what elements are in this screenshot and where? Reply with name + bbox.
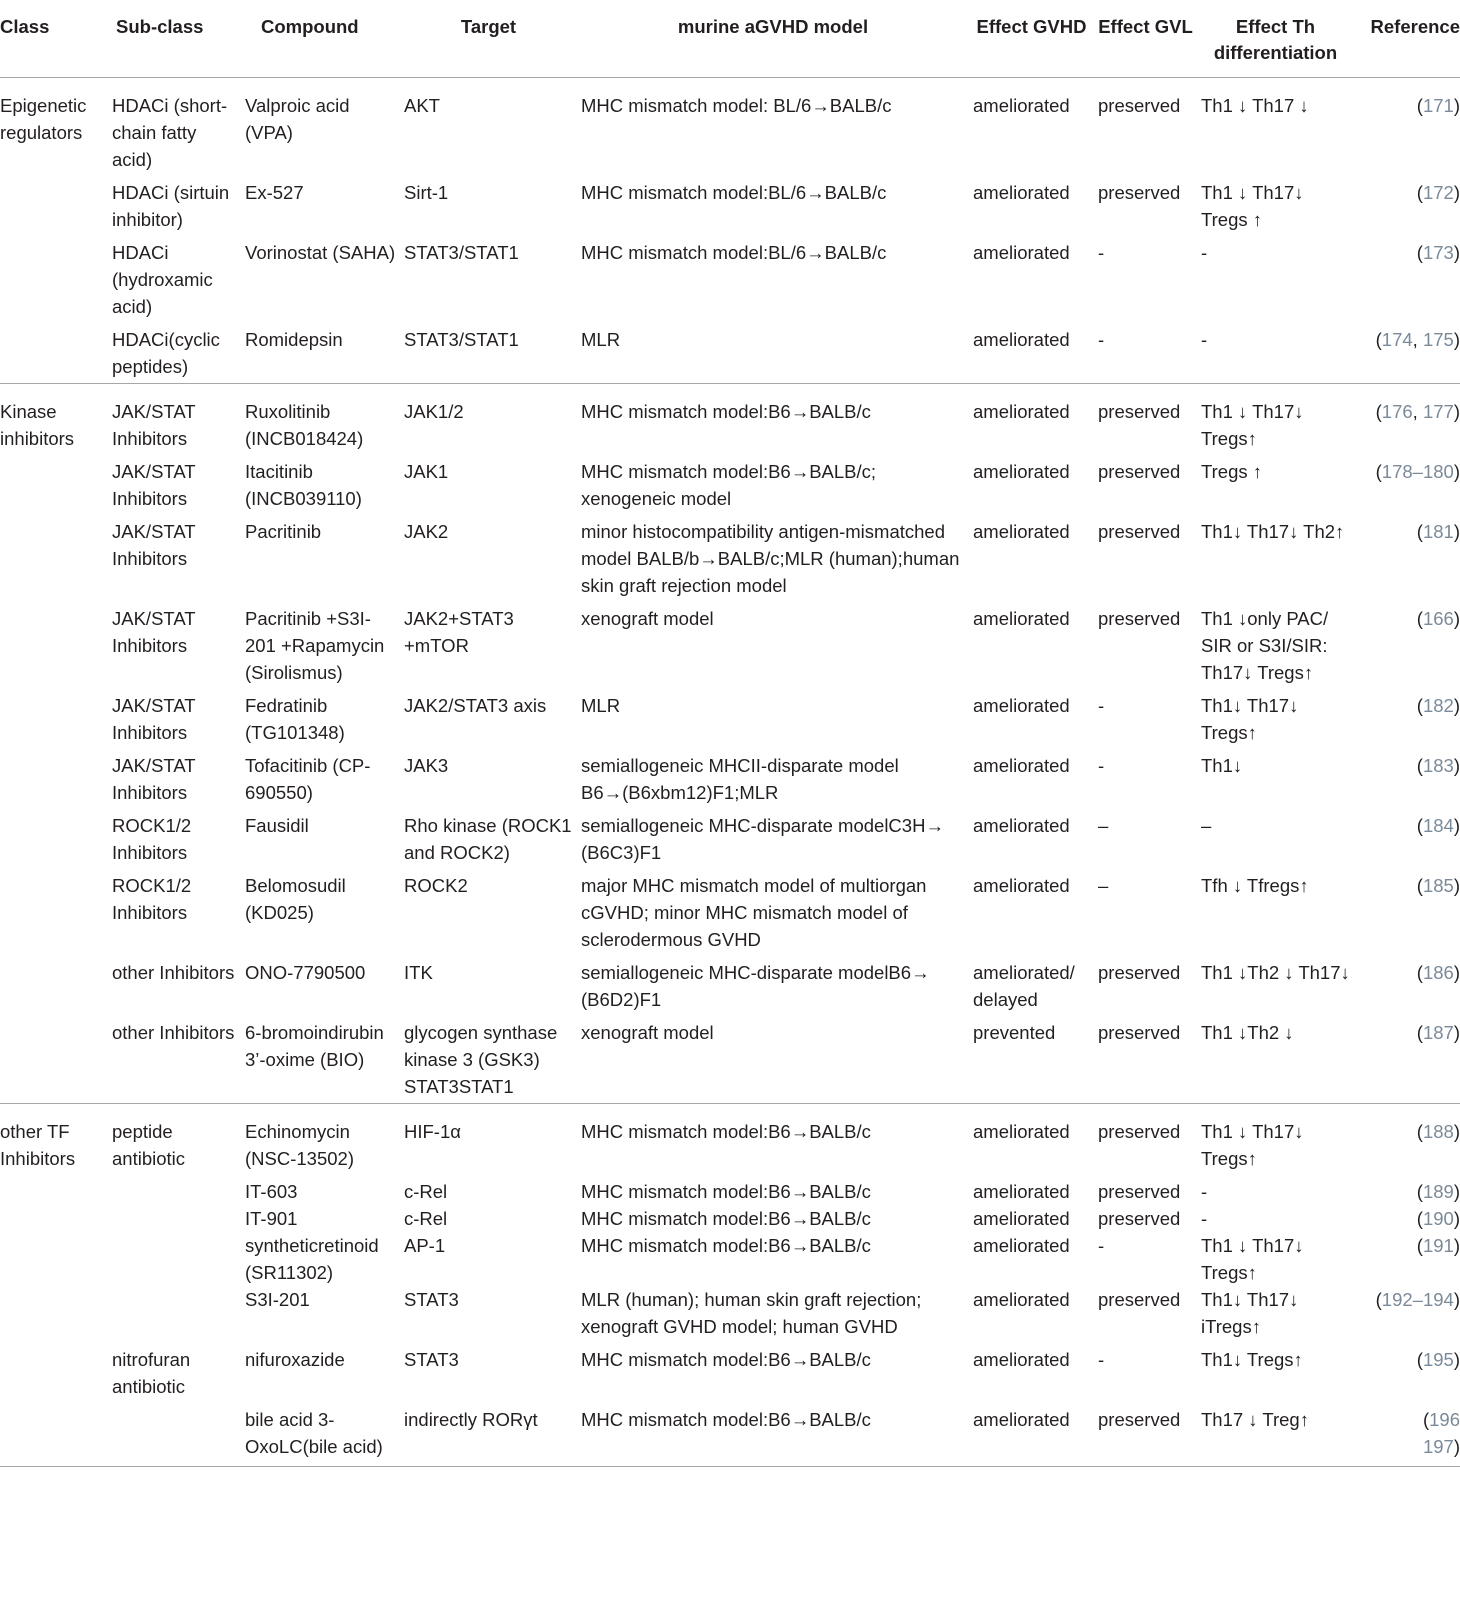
- cell-effect-th: Th1 ↓only PAC/ SIR or S3I/SIR: Th17↓ Tregs↑: [1201, 608, 1334, 683]
- header-effect-gvl: Effect GVL: [1094, 2, 1197, 78]
- cell-effect-gvl: preserved: [1094, 1400, 1197, 1467]
- cell-effect-gvhd: ameliorated: [973, 401, 1070, 422]
- cell-model: MHC mismatch model: BL/6→BALB/c: [581, 95, 892, 116]
- cell-target: STAT3/STAT1: [404, 242, 519, 263]
- header-model: murine aGVHD model: [577, 2, 969, 78]
- cell-effect-gvhd: ameliorated: [973, 815, 1070, 836]
- header-effect-th: Effect Th differentiation: [1197, 2, 1354, 78]
- table-row: [0, 1013, 1460, 1104]
- table-row: [0, 1286, 1460, 1340]
- cell-effect-gvl: preserved: [1098, 608, 1181, 629]
- cell-reference: (174, 175): [1354, 320, 1460, 384]
- cell-effect-gvhd: ameliorated: [969, 320, 1094, 384]
- cell-reference: (190): [1416, 1208, 1460, 1229]
- cell-compound: IT-901: [245, 1208, 298, 1229]
- table-row: [0, 1104, 1460, 1173]
- reference-link[interactable]: 189: [1422, 1181, 1454, 1202]
- cell-class: [0, 1286, 108, 1340]
- cell-effect-th: -: [1197, 320, 1354, 384]
- cell-target: Sirt-1: [404, 182, 449, 203]
- reference-link[interactable]: 166: [1422, 608, 1454, 629]
- cell-compound: Belomosudil (KD025): [245, 875, 351, 923]
- cell-target: STAT3: [404, 1289, 459, 1310]
- cell-subclass: nitrofuran antibiotic: [112, 1349, 196, 1397]
- cell-class: [0, 320, 108, 384]
- cell-effect-gvl: preserved: [1098, 1289, 1181, 1310]
- cell-target: JAK1: [404, 461, 449, 482]
- reference-link[interactable]: 173: [1422, 242, 1454, 263]
- cell-subclass: [108, 1205, 241, 1232]
- cell-target: STAT3/STAT1: [400, 320, 577, 384]
- cell-class: [0, 686, 108, 746]
- cell-effect-gvl: preserved: [1098, 1181, 1181, 1202]
- cell-effect-th: -: [1201, 1208, 1208, 1229]
- table-row: [0, 686, 1460, 746]
- cell-reference: (187): [1354, 1013, 1460, 1104]
- cell-effect-gvl: preserved: [1098, 182, 1181, 203]
- cell-effect-gvhd: ameliorated: [973, 95, 1070, 116]
- cell-model: MLR (human); human skin graft rejection; xenograft GVHD model; human GVHD: [581, 1289, 927, 1337]
- cell-subclass: HDACi (short-chain fatty acid): [112, 95, 228, 170]
- cell-reference: (182): [1416, 695, 1460, 716]
- table-row: [0, 1400, 1460, 1467]
- cell-target: c-Rel: [404, 1181, 448, 1202]
- cell-reference: (176, 177): [1375, 401, 1460, 422]
- cell-effect-gvl: preserved: [1098, 401, 1181, 422]
- cell-subclass: HDACi (sirtuin inhibitor): [112, 182, 235, 230]
- cell-reference: (166): [1416, 608, 1460, 629]
- cell-target: ROCK2: [404, 875, 468, 896]
- cell-model: semiallogeneic MHC-disparate modelC3H→ (B6C3)F1: [581, 815, 950, 863]
- cell-compound: bile acid 3-OxoLC(bile acid): [241, 1400, 400, 1467]
- cell-effect-gvhd: ameliorated: [973, 182, 1070, 203]
- cell-target: indirectly RORγt: [400, 1400, 577, 1467]
- cell-effect-gvhd: ameliorated/ delayed: [973, 962, 1080, 1010]
- cell-reference: (181): [1416, 521, 1460, 542]
- reference-link[interactable]: 185: [1422, 875, 1454, 896]
- header-reference: Reference: [1354, 2, 1460, 78]
- cell-target: JAK1/2: [404, 401, 464, 422]
- reference-separator: ,: [1412, 401, 1423, 422]
- cell-subclass: other Inhibitors: [112, 962, 235, 983]
- reference-link[interactable]: 191: [1422, 1235, 1454, 1256]
- reference-link[interactable]: 182: [1422, 695, 1454, 716]
- cell-effect-th: –: [1201, 815, 1212, 836]
- cell-effect-gvhd: prevented: [969, 1013, 1094, 1104]
- cell-class: Kinase inhibitors: [0, 401, 75, 449]
- cell-reference: (173): [1416, 242, 1460, 263]
- reference-link[interactable]: 177: [1422, 401, 1454, 422]
- header-row: [0, 2, 1460, 78]
- cell-subclass: JAK/STAT Inhibitors: [112, 461, 201, 509]
- cell-effect-gvl: preserved: [1098, 1121, 1181, 1142]
- cell-effect-th: -: [1201, 1181, 1208, 1202]
- cell-model: minor histocompatibility antigen-mismatched model BALB/b→BALB/c;MLR (human);human skin graft rejection model: [581, 521, 965, 596]
- cell-class: [0, 746, 108, 806]
- cell-model: MHC mismatch model:BL/6→BALB/c: [581, 242, 887, 263]
- cell-target: c-Rel: [404, 1208, 448, 1229]
- cell-model: MHC mismatch model:B6→BALB/c: [581, 1121, 871, 1142]
- reference-link[interactable]: 184: [1422, 815, 1454, 836]
- cell-target: STAT3: [404, 1349, 459, 1370]
- cell-model: MHC mismatch model:B6→BALB/c: [581, 1181, 871, 1202]
- cell-compound: Valproic acid (VPA): [245, 95, 355, 143]
- cell-subclass: ROCK1/2 Inhibitors: [112, 875, 197, 923]
- cell-reference: (178–180): [1375, 461, 1460, 482]
- cell-effect-th: Th1↓: [1201, 755, 1243, 776]
- table-row: [0, 866, 1460, 953]
- cell-effect-gvhd: ameliorated: [973, 1349, 1070, 1370]
- cell-reference: (184): [1416, 815, 1460, 836]
- cell-model: MHC mismatch model:B6→BALB/c: [581, 1235, 871, 1256]
- cell-effect-gvl: -: [1098, 242, 1105, 263]
- cell-effect-th: -: [1201, 242, 1208, 263]
- cell-effect-th: Th1 ↓Th2 ↓: [1197, 1013, 1354, 1104]
- cell-class: [0, 806, 108, 866]
- cell-compound: Romidepsin: [241, 320, 400, 384]
- table-row: [0, 953, 1460, 1013]
- data-table: [0, 2, 1460, 1467]
- cell-model: MHC mismatch model:B6→BALB/c: [577, 1400, 969, 1467]
- cell-effect-th: Th1 ↓ Th17↓ Tregs↑: [1201, 1235, 1309, 1283]
- cell-subclass: HDACi(cyclic peptides): [108, 320, 241, 384]
- cell-subclass: ROCK1/2 Inhibitors: [112, 815, 197, 863]
- reference-link[interactable]: 186: [1422, 962, 1454, 983]
- cell-subclass: JAK/STAT Inhibitors: [112, 755, 201, 803]
- cell-model: xenograft model: [577, 1013, 969, 1104]
- cell-model: semiallogeneic MHCII-disparate model B6→(B6xbm12)F1;MLR: [581, 755, 904, 803]
- cell-subclass: JAK/STAT Inhibitors: [112, 521, 201, 569]
- cell-effect-gvl: -: [1098, 1349, 1105, 1370]
- cell-model: MHC mismatch model:B6→BALB/c; xenogeneic model: [581, 461, 882, 509]
- cell-class: [0, 1340, 108, 1400]
- cell-class: other TF Inhibitors: [0, 1121, 76, 1169]
- cell-target: JAK3: [404, 755, 449, 776]
- cell-model: MHC mismatch model:B6→BALB/c: [581, 1208, 871, 1229]
- reference-link[interactable]: 171: [1422, 95, 1454, 116]
- cell-effect-th: Th17 ↓ Treg↑: [1197, 1400, 1354, 1467]
- cell-compound: Ex-527: [245, 182, 304, 203]
- cell-reference: (186): [1416, 962, 1460, 983]
- cell-reference: (195): [1416, 1349, 1460, 1370]
- cell-compound: nifuroxazide: [245, 1349, 345, 1370]
- cell-effect-gvl: –: [1098, 815, 1109, 836]
- cell-compound: Fedratinib (TG101348): [245, 695, 345, 743]
- cell-class: [0, 452, 108, 512]
- cell-effect-th: Th1↓ Th17↓ Th2↑: [1201, 521, 1345, 542]
- cell-target: JAK2/STAT3 axis: [404, 695, 547, 716]
- cell-reference: (188): [1416, 1121, 1460, 1142]
- cell-compound: Pacritinib +S3I-201 +Rapamycin (Sirolismus): [245, 608, 390, 683]
- cell-effect-th: Th1↓ Th17↓ Tregs↑: [1201, 695, 1304, 743]
- cell-subclass: JAK/STAT Inhibitors: [112, 695, 201, 743]
- cell-reference: (185): [1416, 875, 1460, 896]
- cell-subclass: HDACi (hydroxamic acid): [112, 242, 218, 317]
- cell-effect-gvl: preserved: [1098, 962, 1181, 983]
- cell-reference: (183): [1416, 755, 1460, 776]
- cell-target: AKT: [404, 95, 440, 116]
- cell-effect-th: Tregs ↑: [1201, 461, 1262, 482]
- reference-link[interactable]: 174: [1381, 329, 1413, 350]
- cell-class: [0, 1172, 108, 1205]
- cell-effect-gvhd: ameliorated: [973, 755, 1070, 776]
- cell-class: [0, 1205, 108, 1232]
- reference-separator: ,: [1412, 329, 1423, 350]
- reference-link[interactable]: 192–194: [1381, 1289, 1454, 1310]
- table-body: [0, 78, 1460, 1467]
- table-row: [0, 320, 1460, 384]
- table-row: [0, 512, 1460, 599]
- table-header: [0, 2, 1460, 78]
- cell-effect-th: Th1 ↓Th2 ↓ Th17↓: [1201, 962, 1350, 983]
- cell-reference: (192–194): [1375, 1289, 1460, 1310]
- cell-effect-gvl: –: [1098, 875, 1109, 896]
- header-class: Class: [0, 2, 108, 78]
- cell-subclass: [108, 1232, 241, 1286]
- cell-model: MHC mismatch model:BL/6→BALB/c: [581, 182, 887, 203]
- table-row: [0, 1232, 1460, 1286]
- cell-subclass: [108, 1172, 241, 1205]
- cell-effect-th: Th1 ↓ Th17↓ Tregs ↑: [1201, 182, 1309, 230]
- cell-effect-th: Th1 ↓ Th17 ↓: [1201, 95, 1309, 116]
- cell-compound: S3I-201: [245, 1289, 310, 1310]
- table-row: [0, 599, 1460, 686]
- cell-effect-gvhd: ameliorated: [973, 1181, 1070, 1202]
- reference-link[interactable]: 183: [1422, 755, 1454, 776]
- cell-effect-gvhd: ameliorated: [973, 608, 1070, 629]
- cell-class: [0, 233, 108, 320]
- cell-subclass: JAK/STAT Inhibitors: [112, 608, 201, 656]
- cell-class: [0, 953, 108, 1013]
- header-effect-gvhd: Effect GVHD: [969, 2, 1094, 78]
- reference-link[interactable]: 196: [1429, 1409, 1460, 1430]
- cell-effect-gvhd: ameliorated: [973, 695, 1070, 716]
- cell-class: [0, 512, 108, 599]
- cell-effect-th: Th1 ↓ Th17↓ Tregs↑: [1201, 1121, 1309, 1169]
- cell-model: MLR: [577, 320, 969, 384]
- reference-link[interactable]: 197: [1422, 1436, 1454, 1457]
- cell-effect-gvl: preserved: [1098, 461, 1181, 482]
- cell-class: [0, 1013, 108, 1104]
- cell-compound: ONO-7790500: [245, 962, 366, 983]
- cell-model: xenograft model: [581, 608, 714, 629]
- cell-compound: Itacitinib (INCB039110): [245, 461, 362, 509]
- cell-model: MHC mismatch model:B6→BALB/c: [581, 1349, 871, 1370]
- table-row: [0, 384, 1460, 453]
- table-row: [0, 1205, 1460, 1232]
- cell-effect-gvhd: ameliorated: [973, 1208, 1070, 1229]
- table-row: [0, 173, 1460, 233]
- header-target: Target: [400, 2, 577, 78]
- cell-target: glycogen synthase kinase 3 (GSK3) STAT3STAT1: [400, 1013, 577, 1104]
- cell-compound: Tofacitinib (CP-690550): [245, 755, 371, 803]
- cell-model: semiallogeneic MHC-disparate modelB6→ (B6D2)F1: [581, 962, 935, 1010]
- cell-effect-gvl: preserved: [1098, 95, 1181, 116]
- cell-effect-th: Tfh ↓ Tfregs↑: [1201, 875, 1309, 896]
- reference-link[interactable]: 176: [1381, 401, 1413, 422]
- cell-effect-gvl: -: [1098, 1235, 1105, 1256]
- cell-target: AP-1: [404, 1235, 446, 1256]
- reference-link[interactable]: 175: [1422, 329, 1454, 350]
- cell-subclass: JAK/STAT Inhibitors: [112, 401, 201, 449]
- cell-compound: Vorinostat (SAHA): [245, 242, 396, 263]
- header-subclass: Sub-class: [108, 2, 241, 78]
- cell-reference: (189): [1416, 1181, 1460, 1202]
- cell-compound: syntheticretinoid (SR11302): [245, 1235, 384, 1283]
- cell-reference: (172): [1416, 182, 1460, 203]
- cell-effect-gvhd: ameliorated: [973, 875, 1070, 896]
- table-row: [0, 78, 1460, 174]
- reference-link[interactable]: 188: [1422, 1121, 1454, 1142]
- cell-class: [0, 173, 108, 233]
- cell-compound: 6-bromoindirubin 3’-oxime (BIO): [241, 1013, 400, 1104]
- cell-reference: (196 197): [1354, 1400, 1460, 1467]
- cell-compound: Pacritinib: [245, 521, 322, 542]
- reference-link[interactable]: 187: [1422, 1022, 1454, 1043]
- table-row: [0, 452, 1460, 512]
- reference-link[interactable]: 190: [1422, 1208, 1454, 1229]
- cell-reference: (191): [1416, 1235, 1460, 1256]
- cell-class: [0, 599, 108, 686]
- cell-compound: IT-603: [245, 1181, 298, 1202]
- cell-effect-gvl: -: [1098, 695, 1105, 716]
- cell-model: major MHC mismatch model of multiorgan cGVHD; minor MHC mismatch model of sclerodermous GVHD: [581, 875, 932, 950]
- cell-effect-gvhd: ameliorated: [973, 242, 1070, 263]
- cell-target: JAK2+STAT3 +mTOR: [404, 608, 519, 656]
- cell-effect-gvl: preserved: [1098, 521, 1181, 542]
- cell-effect-gvl: -: [1098, 755, 1105, 776]
- cell-effect-gvhd: ameliorated: [973, 1121, 1070, 1142]
- cell-subclass: other Inhibitors: [108, 1013, 241, 1104]
- cell-target: HIF-1α: [404, 1121, 461, 1142]
- header-compound: Compound: [241, 2, 400, 78]
- cell-compound: Ruxolitinib (INCB018424): [245, 401, 364, 449]
- cell-effect-gvl: preserved: [1094, 1013, 1197, 1104]
- cell-effect-gvhd: ameliorated: [973, 1289, 1070, 1310]
- cell-subclass: peptide antibiotic: [112, 1121, 186, 1169]
- table-row: [0, 1340, 1460, 1400]
- cell-subclass: [108, 1400, 241, 1467]
- cell-compound: Echinomycin (NSC-13502): [245, 1121, 356, 1169]
- cell-effect-gvhd: ameliorated: [973, 1235, 1070, 1256]
- table-row: [0, 233, 1460, 320]
- cell-effect-gvl: -: [1094, 320, 1197, 384]
- cell-effect-th: Th1↓ Tregs↑: [1201, 1349, 1303, 1370]
- cell-class: Epigenetic regulators: [0, 95, 92, 143]
- cell-subclass: [108, 1286, 241, 1340]
- reference-link[interactable]: 178–180: [1381, 461, 1454, 482]
- cell-effect-gvhd: ameliorated: [969, 1400, 1094, 1467]
- cell-model: MHC mismatch model:B6→BALB/c: [581, 401, 871, 422]
- reference-link[interactable]: 195: [1422, 1349, 1454, 1370]
- cell-reference: (171): [1416, 95, 1460, 116]
- cell-target: ITK: [404, 962, 433, 983]
- cell-compound: Fausidil: [245, 815, 309, 836]
- cell-effect-gvhd: ameliorated: [973, 521, 1070, 542]
- reference-link[interactable]: 181: [1422, 521, 1454, 542]
- cell-model: MLR: [581, 695, 621, 716]
- table-row: [0, 1172, 1460, 1205]
- cell-effect-gvhd: ameliorated: [973, 461, 1070, 482]
- table-row: [0, 806, 1460, 866]
- cell-effect-gvl: preserved: [1098, 1208, 1181, 1229]
- cell-target: Rho kinase (ROCK1 and ROCK2): [404, 815, 577, 863]
- reference-link[interactable]: 172: [1422, 182, 1454, 203]
- cell-class: [0, 866, 108, 953]
- cell-effect-th: Th1 ↓ Th17↓ Tregs↑: [1201, 401, 1309, 449]
- cell-effect-th: Th1↓ Th17↓ iTregs↑: [1201, 1289, 1304, 1337]
- cell-class: [0, 1400, 108, 1467]
- table-row: [0, 746, 1460, 806]
- cell-class: [0, 1232, 108, 1286]
- cell-target: JAK2: [404, 521, 449, 542]
